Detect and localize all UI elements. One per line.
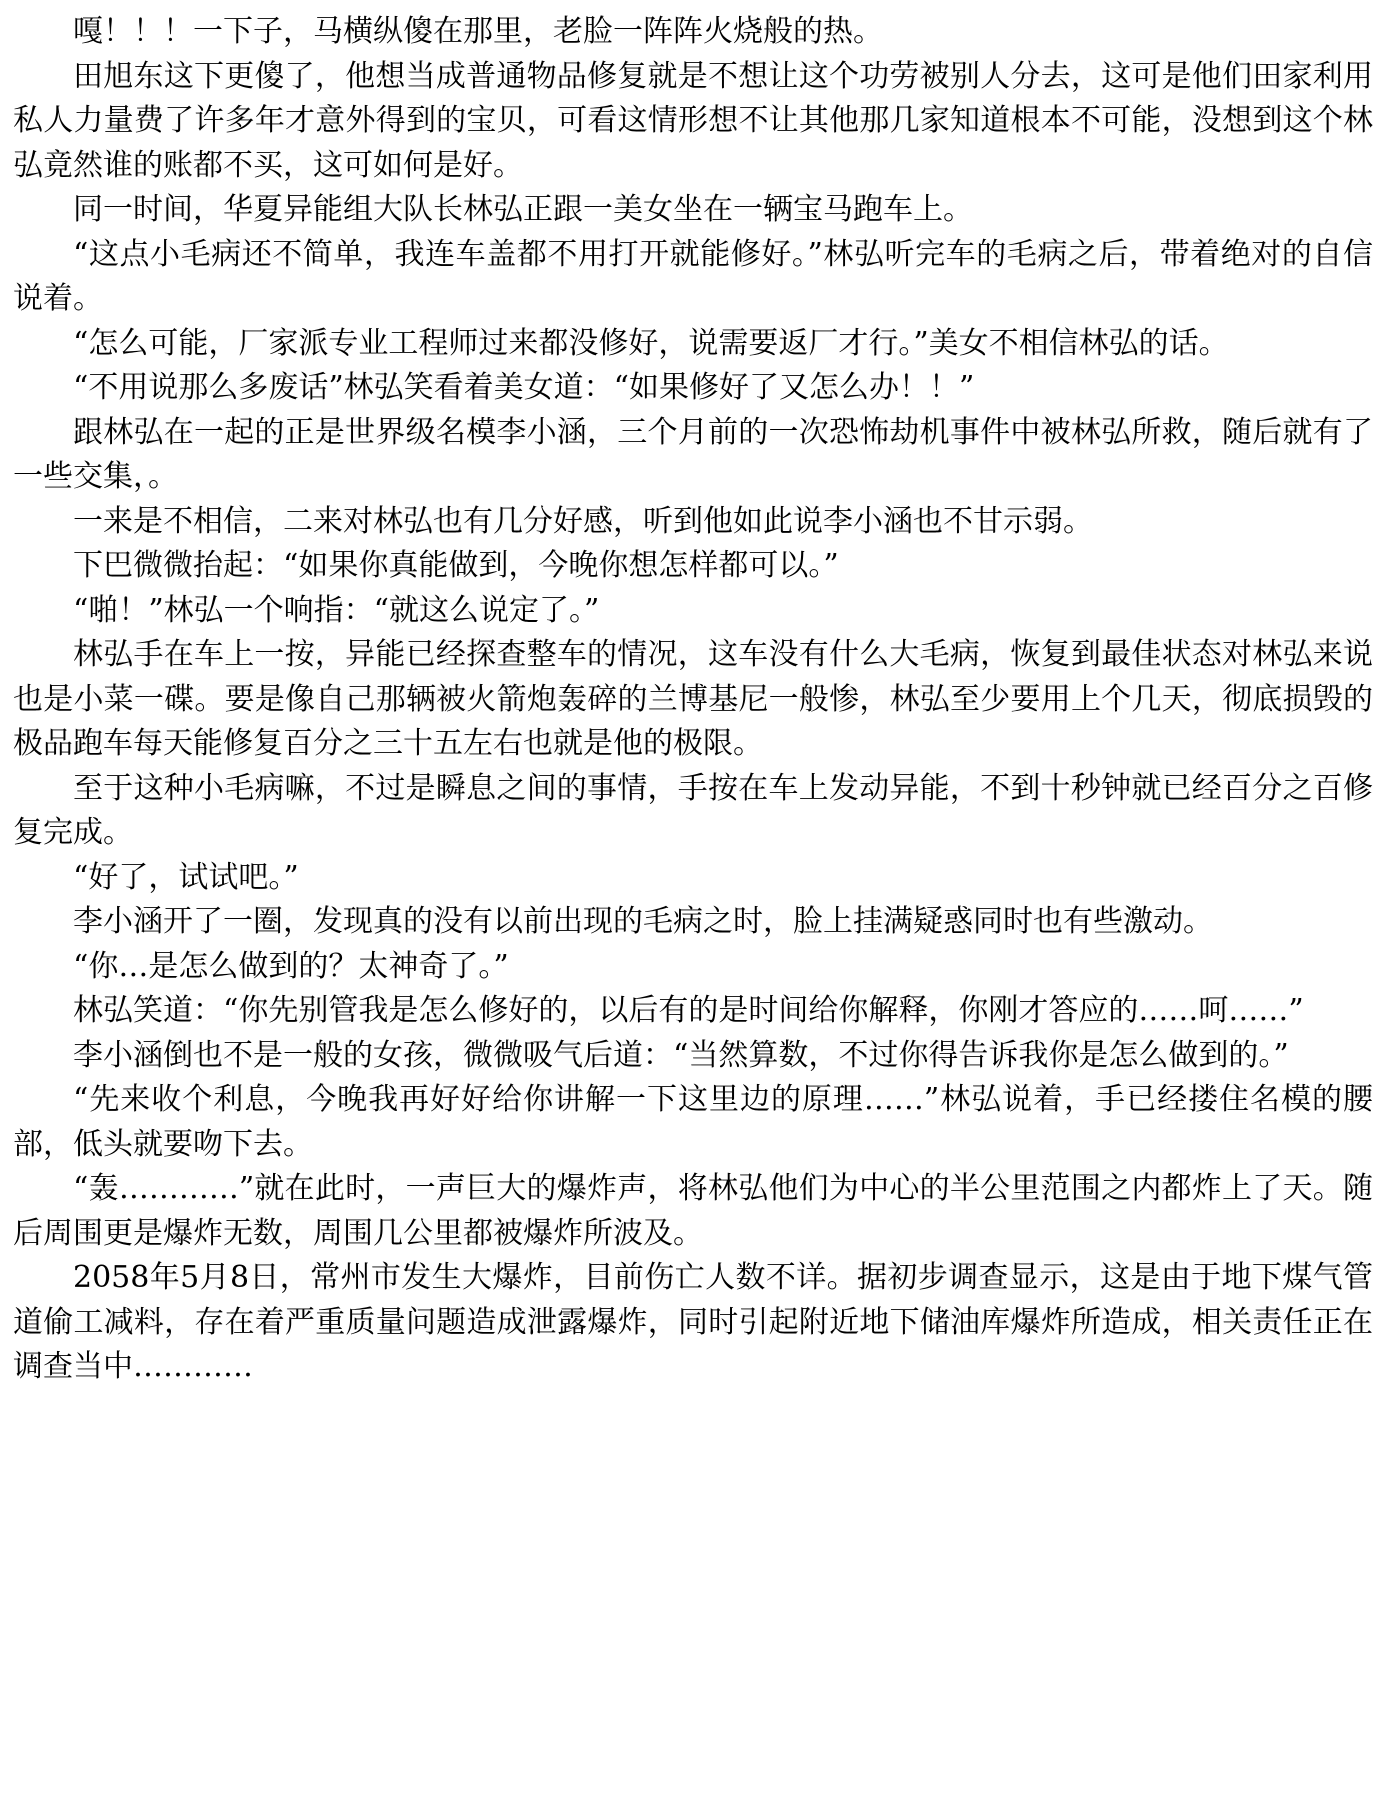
paragraph: 跟林弘在一起的正是世界级名模李小涵，三个月前的一次恐怖劫机事件中被林弘所救，随后就有了一些交集，。 — [13, 414, 1373, 494]
paragraph: “不用说那么多废话”林弘笑看着美女道：“如果修好了又怎么办！！” — [73, 370, 975, 405]
paragraph: “先来收个利息，今晚我再好好给你讲解一下这里边的原理……”林弘说着，手已经搂住名模的腰部，低头就要吻下去。 — [13, 1082, 1373, 1162]
paragraph: “啪！”林弘一个响指：“就这么说定了。” — [73, 592, 600, 628]
paragraph: “你…是怎么做到的？太神奇了。” — [73, 948, 509, 984]
paragraph: 田旭东这下更傻了，他想当成普通物品修复就是不想让这个功劳被别人分去，这可是他们田家利用私人力量费了许多年才意外得到的宝贝，可看这情形想不让其他那几家知道根本不可能，没想到这个林弘竟然谁的账都不买，这可如何是好。 — [13, 58, 1373, 183]
paragraph: 一来是不相信，二来对林弘也有几分好感，听到他如此说李小涵也不甘示弱。 — [73, 503, 1093, 539]
paragraph: 下巴微微抬起：“如果你真能做到，今晚你想怎样都可以。” — [73, 548, 839, 583]
paragraph: “好了，试试吧。” — [73, 859, 299, 895]
paragraph: 林弘笑道：“你先别管我是怎么修好的，以后有的是时间给你解释，你刚才答应的……呵……” — [73, 993, 1304, 1028]
paragraph: “轰…………”就在此时，一声巨大的爆炸声，将林弘他们为中心的半公里范围之内都炸上了天。随后周围更是爆炸无数，周围几公里都被爆炸所波及。 — [13, 1171, 1373, 1251]
document-page — [13, 10, 1373, 1390]
paragraph: 林弘手在车上一按，异能已经探查整车的情况，这车没有什么大毛病，恢复到最佳状态对林弘来说也是小菜一碟。要是像自己那辆被火箭炮轰碎的兰博基尼一般惨，林弘至少要用上个几天，彻底损毁的极品跑车每天能修复百分之三十五左右也就是他的极限。 — [13, 637, 1373, 761]
paragraph: 2058年5月8日，常州市发生大爆炸，目前伤亡人数不详。据初步调查显示，这是由于地下煤气管道偷工减料，存在着严重质量问题造成泄露爆炸，同时引起附近地下储油库爆炸所造成，相关责任正在调查当中………… — [13, 1260, 1373, 1384]
paragraph: 李小涵倒也不是一般的女孩，微微吸气后道：“当然算数，不过你得告诉我你是怎么做到的。” — [73, 1037, 1289, 1073]
paragraph: “怎么可能，厂家派专业工程师过来都没修好，说需要返厂才行。”美女不相信林弘的话。 — [73, 325, 1229, 361]
paragraph: 李小涵开了一圈，发现真的没有以前出现的毛病之时，脸上挂满疑惑同时也有些激动。 — [73, 904, 1213, 939]
paragraph: 至于这种小毛病嘛，不过是瞬息之间的事情，手按在车上发动异能，不到十秒钟就已经百分之百修复完成。 — [13, 770, 1373, 850]
paragraph: “这点小毛病还不简单，我连车盖都不用打开就能修好。”林弘听完车的毛病之后，带着绝对的自信说着。 — [13, 236, 1373, 316]
paragraph: 嘎！！！一下子，马横纵傻在那里，老脸一阵阵火烧般的热。 — [73, 14, 883, 49]
paragraph: 同一时间，华夏异能组大队长林弘正跟一美女坐在一辆宝马跑车上。 — [73, 192, 973, 227]
